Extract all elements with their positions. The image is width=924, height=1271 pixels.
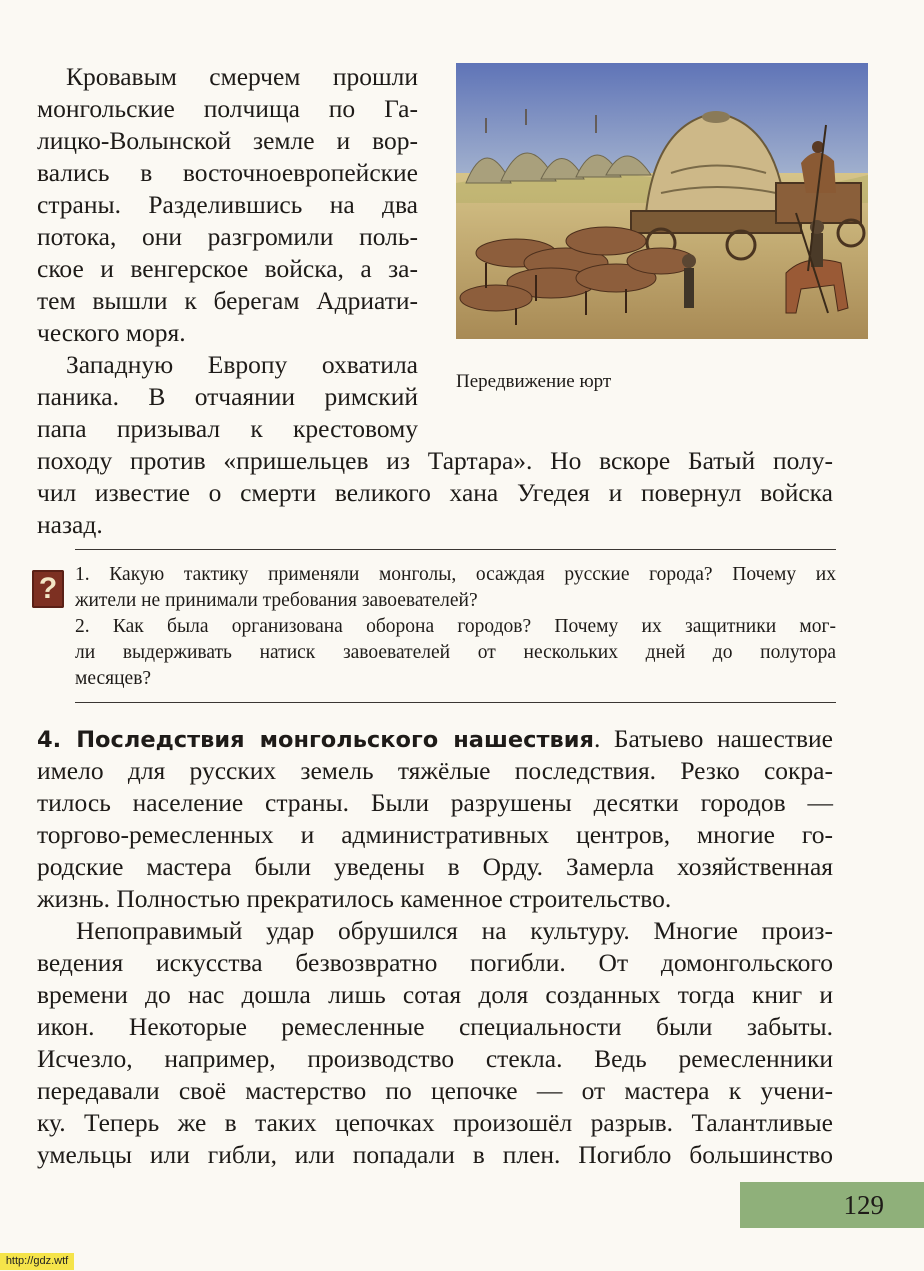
text-line: торгово-ремесленных и административных центров, многие го- [37,820,833,849]
text-line: умельцы или гибли, или попадали в плен. Погибло большинство [37,1140,833,1169]
text-line: икон. Некоторые ремесленные специальности были забыты. [37,1012,833,1041]
divider-top [75,549,836,550]
illustration-moving-yurts [456,63,868,339]
text-line: страны. Разделившись на два [37,190,418,219]
text-line: жизнь. Полностью прекратилось каменное строительство. [37,884,672,913]
text-line: вались в восточноевропейские [37,158,418,187]
text-line: Западную Европу охватила [66,350,418,379]
text-line: ское и венгерское войска, а за- [37,254,418,283]
text-line: Кровавым смерчем прошли [66,62,418,91]
section-heading: 4. Последствия монгольского нашествия [37,727,594,753]
text-line: Непоправимый удар обрушился на культуру. Многие произ- [76,916,833,945]
question-line: 2. Как была организована оборона городов? Почему их защитники мог- [75,616,836,637]
text-line: монгольские полчища по Га- [37,94,418,123]
illustration-caption: Передвижение юрт [456,371,612,392]
question-line: жители не принимали требования завоевателей? [75,590,478,611]
question-line: 1. Какую тактику применяли монголы, осаждая русские города? Почему их [75,564,836,585]
text-line: передавали своё мастерство по цепочке — от мастера к учени- [37,1076,833,1105]
text-line: тем вышли к берегам Адриати- [37,286,418,315]
text-line: паника. В отчаянии римский [37,382,418,411]
text-line: ку. Теперь же в таких цепочках произошёл разрыв. Талантливые [37,1108,833,1137]
divider-bottom [75,702,836,703]
question-line: ли выдерживать натиск завоевателей от нескольких дней до полутора [75,642,836,663]
question-icon: ? [32,570,64,608]
text-line: ческого моря. [37,318,186,347]
text-line: родские мастера были уведены в Орду. Замерла хозяйственная [37,852,833,881]
text-line: имело для русских земель тяжёлые последствия. Резко сокра- [37,756,833,785]
text-line: потока, они разгромили поль- [37,222,418,251]
text-line: лицко-Волынской земле и вор- [37,126,418,155]
page-number-bar [740,1182,924,1228]
section-heading-line [37,724,833,755]
section-lead: . Батыево нашествие [593,724,833,753]
question-line: месяцев? [75,668,152,689]
page-number: 129 [843,1190,884,1220]
text-line: назад. [37,510,103,539]
text-line: времени до нас дошла лишь сотая доля созданных тогда книг и [37,980,833,1009]
text-line: походу против «пришельцев из Тартара». Но вскоре Батый полу- [37,446,833,475]
text-line: чил известие о смерти великого хана Угедея и повернул войска [37,478,833,507]
watermark-link[interactable]: http://gdz.wtf [0,1253,74,1270]
text-line: ведения искусства безвозвратно погибли. От домонгольского [37,948,833,977]
text-line: Исчезло, например, производство стекла. Ведь ремесленники [37,1044,833,1073]
text-line: папа призывал к крестовому [37,414,418,443]
text-line: тилось население страны. Были разрушены десятки городов — [37,788,833,817]
